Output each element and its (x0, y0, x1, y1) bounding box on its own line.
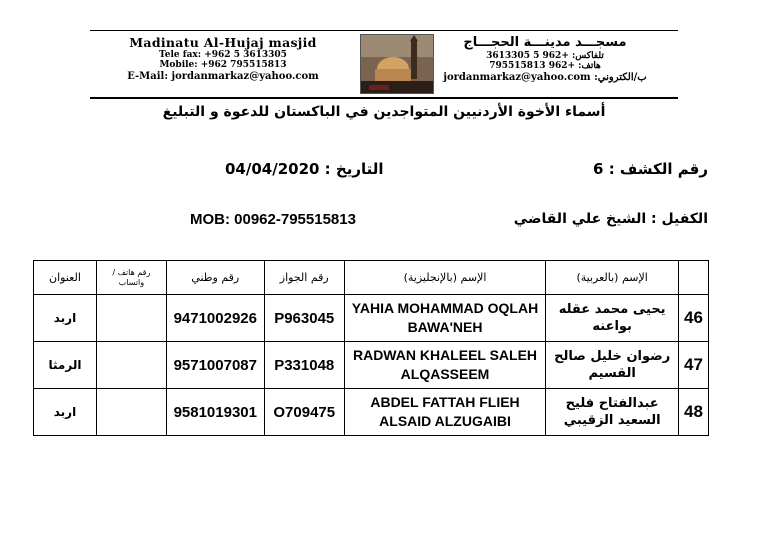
telefax-arabic: تلفاكس: +962 5 3613305 (486, 51, 604, 61)
header-national-id: رقم وطني (166, 261, 264, 295)
masjid-name-arabic: مسجـــد مدينـــة الحجـــاج (463, 35, 627, 50)
cell-national-id: 9581019301 (166, 389, 264, 436)
header-address: العنوان (34, 261, 97, 295)
email-arabic: ب/الكتروني: jordanmarkaz@yahoo.com (443, 72, 647, 83)
cell-national-id: 9471002926 (166, 295, 264, 342)
cell-phone (96, 342, 166, 389)
cell-national-id: 9571007087 (166, 342, 264, 389)
telefax-english: Tele fax: +962 5 3613305 (159, 50, 287, 60)
mobile-arabic: هاتف: +962 795515813 (489, 61, 601, 71)
header-number (679, 261, 709, 295)
document-date: التاريخ : 04/04/2020 (225, 160, 384, 178)
cell-passport: P963045 (264, 295, 344, 342)
table-row (34, 295, 709, 342)
header-phone: رقم هاتف / واتساب (96, 261, 166, 295)
cell-number: 47 (679, 342, 709, 389)
cell-passport: O709475 (264, 389, 344, 436)
mobile-number: MOB: 00962-795515813 (190, 211, 356, 228)
letterhead-arabic (420, 35, 670, 84)
cell-phone (96, 295, 166, 342)
letterhead (90, 30, 678, 99)
header-passport: رقم الجواز (264, 261, 344, 295)
cell-number: 48 (679, 389, 709, 436)
people-table (33, 260, 709, 436)
table-row (34, 389, 709, 436)
header-name-arabic: الإسم (بالعربية) (546, 261, 679, 295)
masjid-name-english: Madinatu Al-Hujaj masjid (129, 35, 317, 50)
cell-address: الرمثا (34, 342, 97, 389)
cell-address: اربد (34, 295, 97, 342)
cell-passport: P331048 (264, 342, 344, 389)
cell-name-english: RADWAN KHALEEL SALEH ALQASSEEM (344, 342, 546, 389)
cell-number: 46 (679, 295, 709, 342)
cell-name-english: ABDEL FATTAH FLIEH ALSAID ALZUGAIBI (344, 389, 546, 436)
cell-name-arabic: رضوان خليل صالح القسيم (546, 342, 679, 389)
letterhead-english (98, 35, 348, 83)
cell-address: اربد (34, 389, 97, 436)
mobile-english: Mobile: +962 795515813 (159, 60, 287, 70)
cell-name-arabic: يحيى محمد عقله بواعنه (546, 295, 679, 342)
cell-name-english: YAHIA MOHAMMAD OQLAH BAWA'NEH (344, 295, 546, 342)
cell-name-arabic: عبدالفتاح فليح السعيد الزقيبي (546, 389, 679, 436)
table-header-row (34, 261, 709, 295)
document-title: أسماء الأخوة الأردنيين المتواجدين في الباكستان للدعوة و التبليغ (162, 104, 606, 120)
table-row (34, 342, 709, 389)
email-english: E-Mail: jordanmarkaz@yahoo.com (127, 71, 319, 82)
sheet-number: رقم الكشف : 6 (593, 160, 708, 178)
header-name-english: الإسم (بالإنجليزية) (344, 261, 546, 295)
cell-phone (96, 389, 166, 436)
sponsor: الكفيل : الشيخ علي القاضي (513, 211, 708, 227)
